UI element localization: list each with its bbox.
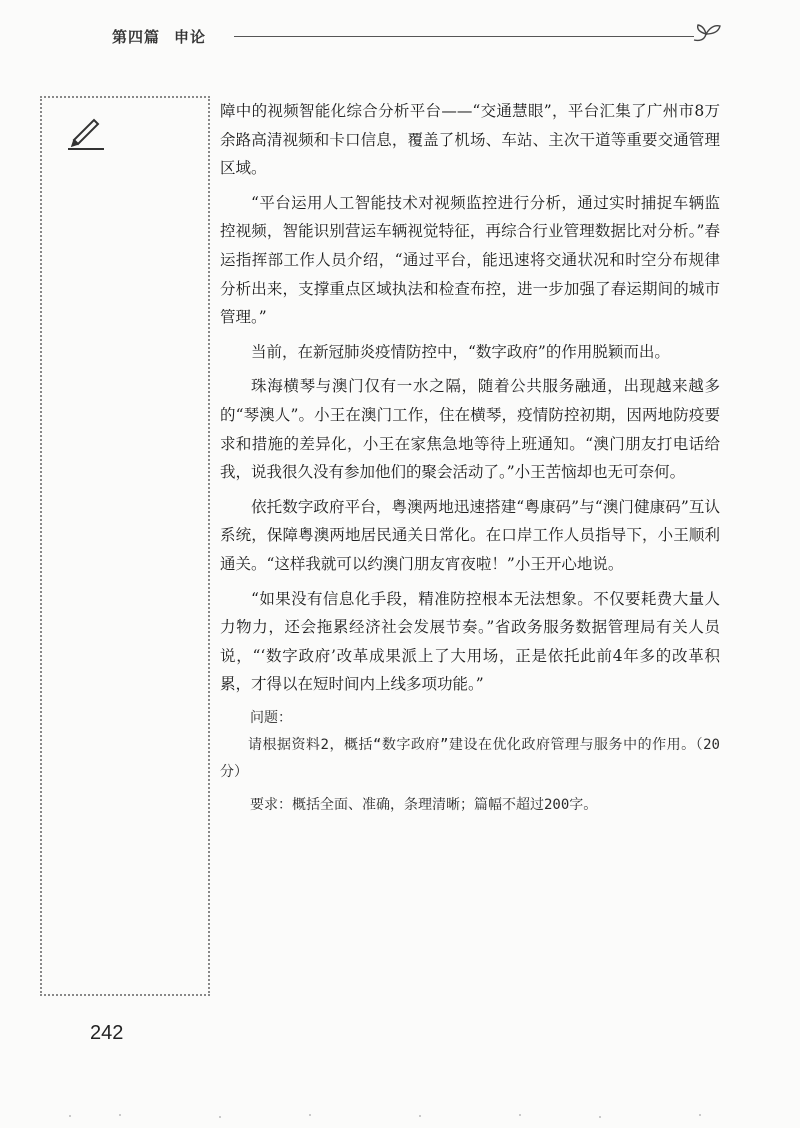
question-block (220, 705, 720, 819)
question-text: 请根据资料2，概括“数字政府”建设在优化政府管理与服务中的作用。（20分） (220, 736, 720, 780)
chapter-title: 第四篇 (112, 28, 161, 46)
sprout-icon (690, 20, 724, 52)
pencil-icon (66, 116, 106, 152)
question-requirement: 要求：概括全面、准确，条理清晰；篇幅不超过200字。 (250, 796, 598, 813)
paragraph: “如果没有信息化手段，精准防控根本无法想象。不仅要耗费大量人力物力，还会拖累经济社会发展节奏。”省政务服务数据管理局有关人员说，“‘数字政府’改革成果派上了大用场，正是依托此前4年多的改革积累，才得以在短时间内上线多项功能。” (220, 589, 720, 694)
notes-margin-box (40, 96, 210, 996)
article-body (220, 97, 720, 819)
paragraph: 当前，在新冠肺炎疫情防控中，“数字政府”的作用脱颖而出。 (251, 342, 670, 361)
header-rule (234, 36, 694, 37)
running-header (112, 20, 722, 54)
page-number: 242 (90, 1022, 124, 1044)
header-label (112, 26, 206, 47)
question-label: 问题： (250, 709, 292, 726)
paragraph: 障中的视频智能化综合分析平台——“交通慧眼”，平台汇集了广州市8万余路高清视频和卡口信息，覆盖了机场、车站、主次干道等重要交通管理区域。 (220, 102, 720, 178)
paragraph: 依托数字政府平台，粤澳两地迅速搭建“粤康码”与“澳门健康码”互认系统，保障粤澳两地居民通关日常化。在口岸工作人员指导下，小王顺利通关。“这样我就可以约澳门朋友宵夜啦！”小王开心地说。 (220, 497, 720, 573)
paragraph: 珠海横琴与澳门仅有一水之隔，随着公共服务融通，出现越来越多的“琴澳人”。小王在澳门工作，住在横琴，疫情防控初期，因两地防疫要求和措施的差异化，小王在家焦急地等待上班通知。“澳门朋友打电话给我，说我很久没有参加他们的聚会活动了。”小王苦恼却也无可奈何。 (220, 377, 720, 482)
scan-noise (40, 1110, 760, 1122)
section-title: 申论 (174, 28, 207, 46)
paragraph: “平台运用人工智能技术对视频监控进行分析，通过实时捕捉车辆监控视频，智能识别营运车辆视觉特征，再综合行业管理数据比对分析。”春运指挥部工作人员介绍，“通过平台，能迅速将交通状况和时空分布规律分析出来，支撑重点区域执法和检查布控，进一步加强了春运期间的城市管理。” (220, 193, 720, 327)
